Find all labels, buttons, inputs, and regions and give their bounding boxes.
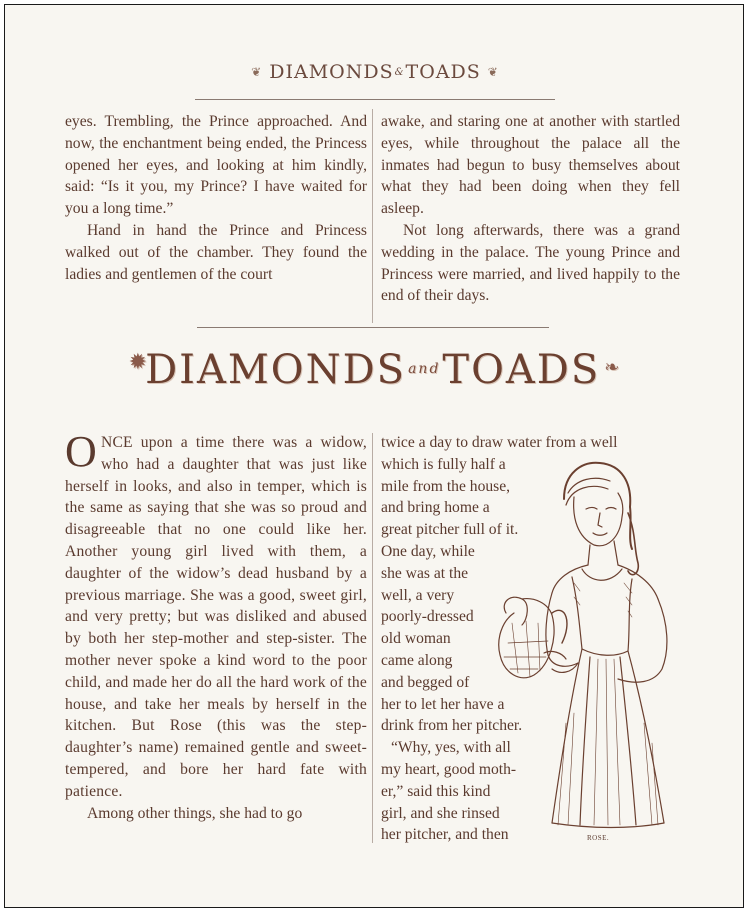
text-line: er,” said this kind xyxy=(381,782,491,800)
text-line: my heart, good moth- xyxy=(381,760,517,778)
section-rule xyxy=(197,327,549,328)
text-line: she was at the xyxy=(381,564,469,582)
paragraph: eyes. Trembling, the Prince approached. And now, the enchantment being ended, the Princess opened her eyes, and looking at him kindly, said: “Is it you, my Prince? I have waited for you a long time.” xyxy=(65,113,367,218)
story-left-column xyxy=(65,427,367,824)
paragraph: Among other things, she had to go xyxy=(87,804,303,822)
paragraph-text: upon a time there was a widow, who had a daughter that was just like herself in looks, and also in temper, which is the same as saying that she was so proud and disagreeable that no one could like her. Another young girl lived with them, a daughter of the widow’s dead husband by a previous marriage. She was a good, sweet girl, and very pretty; but was disliked and abused by both her step-mother and step-sister. The mother never spoke a kind word to the poor child, and made her do all the hard work of the house, and take her meals by herself in the kitchen. But Rose (this was the step-daughter’s name) remained gentle and sweet-tempered, and bore her hard fate with patience. xyxy=(65,434,367,800)
text-line: old woman xyxy=(381,630,451,648)
text-line: came along xyxy=(381,651,453,669)
header-rule xyxy=(195,99,555,100)
running-head xyxy=(5,61,745,83)
title-amp: and xyxy=(408,361,441,377)
text-line: twice a day to draw water from a well xyxy=(381,434,618,451)
text-line: great pitcher full of it. xyxy=(381,521,519,539)
running-head-word1: DIAMONDS xyxy=(269,61,394,83)
text-line: and begged of xyxy=(381,673,470,691)
text-line: One day, while xyxy=(381,542,475,560)
sun-ornament-icon: ✹ xyxy=(128,350,150,375)
text-line: “Why, yes, with all xyxy=(391,739,511,757)
text-line: her pitcher, and then xyxy=(381,826,509,844)
book-page xyxy=(4,4,744,908)
opening-paragraph xyxy=(65,427,367,803)
ornament-left-icon: ❦ xyxy=(251,65,263,79)
drop-cap: O xyxy=(65,427,97,476)
running-head-amp: & xyxy=(394,67,405,78)
text-line: girl, and she rinsed xyxy=(381,804,500,822)
text-line: her to let her have a xyxy=(381,695,505,713)
toad-ornament-icon: ❧ xyxy=(604,357,622,378)
title-word2: TOADS xyxy=(442,347,601,393)
previous-story-right-column xyxy=(381,111,680,307)
column-divider xyxy=(372,433,373,843)
story-title xyxy=(5,347,745,393)
text-line: well, a very xyxy=(381,586,455,604)
text-line: poorly-dressed xyxy=(381,608,474,626)
text-line: and bring home a xyxy=(381,499,490,517)
running-head-word2: TOADS xyxy=(405,61,481,83)
ornament-right-icon: ❦ xyxy=(487,65,499,79)
illustration-caption: ROSE. xyxy=(587,834,610,842)
column-divider xyxy=(372,109,373,323)
text-line: mile from the house, xyxy=(381,477,511,495)
text-line: which is fully half a xyxy=(381,455,506,473)
paragraph: Hand in hand the Prince and Princess walked out of the chamber. They found the ladies and gentlemen of the court xyxy=(65,221,367,283)
paragraph: Not long afterwards, there was a grand wedding in the palace. The young Prince and Princess were married, and lived happily to the end of their days. xyxy=(381,221,680,305)
paragraph: awake, and staring one at another with startled eyes, while throughout the palace all the inmates had begun to busy themselves about what they had been doing when they fell asleep. xyxy=(381,113,680,218)
first-word: NCE xyxy=(100,434,133,451)
text-line: drink from her pitcher. xyxy=(381,717,523,735)
rose-illustration xyxy=(482,453,682,833)
previous-story-left-column xyxy=(65,111,367,285)
title-word1: DIAMONDS xyxy=(145,347,407,393)
